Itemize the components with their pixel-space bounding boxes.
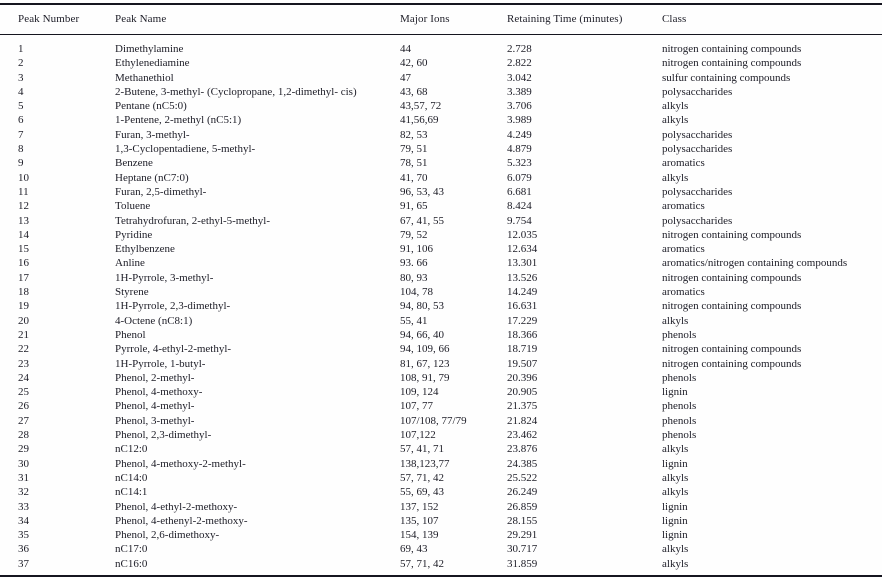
table-row [0,500,882,514]
cell-retaining-time: 4.879 [507,143,532,156]
cell-peak-number: 31 [18,471,29,484]
cell-major-ions: 55, 41 [400,314,428,327]
cell-peak-number: 5 [18,100,24,113]
cell-peak-number: 20 [18,314,29,327]
cell-class: nitrogen containing compounds [662,57,802,70]
cell-retaining-time: 29.291 [507,529,538,542]
cell-peak-name: Pentane (nC5:0) [115,100,187,113]
cell-peak-name: Anline [115,257,145,270]
cell-peak-name: Phenol [115,328,146,341]
cell-peak-name: nC14:0 [115,471,148,484]
cell-class: phenols [662,414,697,427]
cell-peak-number: 17 [18,271,29,284]
cell-peak-number: 11 [18,185,29,198]
table-row [0,99,882,113]
cell-major-ions: 91, 106 [400,243,433,256]
cell-peak-number: 1 [18,43,24,55]
cell-major-ions: 135, 107 [400,514,439,527]
cell-major-ions: 79, 51 [400,143,428,156]
cell-class: nitrogen containing compounds [662,271,802,284]
cell-peak-name: Phenol, 3-methyl- [115,414,195,427]
cell-class: polysaccharides [662,214,733,227]
cell-major-ions: 109, 124 [400,386,439,399]
cell-peak-name: Phenol, 4-methoxy-2-methyl- [115,457,246,470]
cell-retaining-time: 13.301 [507,257,538,270]
cell-retaining-time: 26.249 [507,486,538,499]
cell-class: alkyls [662,100,689,113]
bottom-rule [0,575,882,577]
cell-retaining-time: 13.526 [507,271,538,284]
cell-retaining-time: 6.681 [507,185,532,198]
cell-major-ions: 69, 43 [400,543,428,556]
cell-retaining-time: 31.859 [507,557,538,570]
cell-peak-name: Phenol, 4-ethyl-2-methoxy- [115,500,238,513]
cell-peak-name: 1-Pentene, 2-methyl (nC5:1) [115,114,242,127]
cell-class: nitrogen containing compounds [662,300,802,313]
cell-class: nitrogen containing compounds [662,228,802,241]
table-row [0,485,882,499]
cell-retaining-time: 18.719 [507,343,538,356]
cell-peak-name: Benzene [115,157,153,170]
table-row [0,199,882,213]
cell-peak-number: 25 [18,386,29,399]
table-body [0,35,882,577]
cell-major-ions: 67, 41, 55 [400,214,444,227]
cell-major-ions: 47 [400,71,411,84]
cell-retaining-time: 30.717 [507,543,538,556]
cell-peak-number: 13 [18,214,29,227]
cell-retaining-time: 26.859 [507,500,538,513]
cell-retaining-time: 23.876 [507,443,538,456]
cell-peak-number: 14 [18,228,29,241]
cell-class: alkyls [662,114,689,127]
table-row [0,399,882,413]
table-row [0,271,882,285]
table-row [0,285,882,299]
cell-retaining-time: 3.989 [507,114,532,127]
cell-major-ions: 94, 109, 66 [400,343,450,356]
cell-retaining-time: 8.424 [507,200,532,213]
table-row [0,514,882,528]
cell-peak-name: 1H-Pyrrole, 1-butyl- [115,357,206,370]
cell-retaining-time: 21.375 [507,400,538,413]
cell-peak-number: 15 [18,243,29,256]
cell-retaining-time: 14.249 [507,286,538,299]
table-row [0,414,882,428]
table-row [0,71,882,85]
table-row [0,228,882,242]
cell-retaining-time: 2.822 [507,57,532,70]
cell-retaining-time: 16.631 [507,300,538,313]
cell-class: alkyls [662,486,689,499]
cell-peak-name: Phenol, 4-ethenyl-2-methoxy- [115,514,248,527]
cell-peak-number: 21 [18,328,29,341]
cell-major-ions: 96, 53, 43 [400,185,444,198]
cell-retaining-time: 3.389 [507,85,532,98]
col-header-retaining-time: Retaining Time (minutes) [507,4,662,35]
cell-peak-name: 1H-Pyrrole, 2,3-dimethyl- [115,300,231,313]
table-row [0,371,882,385]
cell-major-ions: 138,123,77 [400,457,450,470]
cell-major-ions: 57, 71, 42 [400,471,444,484]
cell-class: polysaccharides [662,128,733,141]
cell-peak-number: 9 [18,157,24,170]
cell-class: aromatics [662,200,705,213]
peaks-table [0,3,882,577]
cell-peak-number: 27 [18,414,29,427]
table-row [0,557,882,577]
table-row [0,171,882,185]
table-row [0,528,882,542]
cell-class: polysaccharides [662,85,733,98]
cell-peak-number: 2 [18,57,24,70]
cell-peak-number: 30 [18,457,29,470]
cell-major-ions: 154, 139 [400,529,439,542]
cell-class: phenols [662,400,697,413]
cell-peak-number: 16 [18,257,29,270]
cell-peak-name: Furan, 3-methyl- [115,128,190,141]
cell-peak-number: 7 [18,128,24,141]
table-row [0,457,882,471]
cell-major-ions: 91, 65 [400,200,428,213]
table-row [0,471,882,485]
cell-peak-number: 37 [18,557,29,570]
cell-peak-name: Phenol, 4-methoxy- [115,386,203,399]
cell-retaining-time: 23.462 [507,429,538,442]
cell-retaining-time: 3.042 [507,71,532,84]
cell-peak-name: Styrene [115,286,149,299]
cell-major-ions: 107, 77 [400,400,433,413]
cell-peak-name: nC14:1 [115,486,148,499]
cell-peak-number: 29 [18,443,29,456]
cell-peak-name: Phenol, 4-methyl- [115,400,195,413]
cell-peak-number: 10 [18,171,29,184]
cell-retaining-time: 20.905 [507,386,538,399]
header-row [0,4,882,35]
cell-peak-name: 2-Butene, 3-methyl- (Cyclopropane, 1,2-dimethyl- cis) [115,85,357,98]
cell-peak-name: Methanethiol [115,71,174,84]
cell-class: alkyls [662,171,689,184]
cell-peak-name: nC16:0 [115,557,148,570]
cell-class: sulfur containing compounds [662,71,791,84]
cell-retaining-time: 12.035 [507,228,538,241]
cell-peak-name: Furan, 2,5-dimethyl- [115,185,207,198]
cell-retaining-time: 5.323 [507,157,532,170]
col-header-major-ions: Major Ions [400,4,507,35]
cell-class: aromatics [662,157,705,170]
cell-class: phenols [662,429,697,442]
table-row [0,385,882,399]
col-header-peak-name: Peak Name [115,4,400,35]
cell-peak-number: 33 [18,500,29,513]
cell-peak-name: Phenol, 2,3-dimethyl- [115,429,212,442]
cell-major-ions: 137, 152 [400,500,439,513]
table-row [0,428,882,442]
cell-peak-name: nC12:0 [115,443,148,456]
cell-class: aromatics [662,243,705,256]
cell-peak-name: 4-Octene (nC8:1) [115,314,193,327]
table-row [0,542,882,556]
cell-retaining-time: 4.249 [507,128,532,141]
cell-peak-name: Dimethylamine [115,43,184,55]
cell-class: nitrogen containing compounds [662,357,802,370]
cell-class: aromatics/nitrogen containing compounds [662,257,848,270]
cell-class: phenols [662,371,697,384]
table-row [0,214,882,228]
cell-class: phenols [662,328,697,341]
cell-class: lignin [662,500,688,513]
cell-major-ions: 81, 67, 123 [400,357,450,370]
cell-major-ions: 42, 60 [400,57,428,70]
table-row [0,256,882,270]
cell-class: aromatics [662,286,705,299]
cell-class: lignin [662,529,688,542]
cell-major-ions: 41, 70 [400,171,428,184]
cell-retaining-time: 21.824 [507,414,538,427]
cell-peak-name: nC17:0 [115,543,148,556]
cell-peak-number: 26 [18,400,29,413]
cell-class: alkyls [662,471,689,484]
cell-peak-name: Ethylenediamine [115,57,190,70]
cell-peak-name: 1H-Pyrrole, 3-methyl- [115,271,214,284]
cell-peak-name: Toluene [115,200,151,213]
table-row [0,299,882,313]
cell-retaining-time: 9.754 [507,214,532,227]
cell-peak-number: 4 [18,85,24,98]
cell-major-ions: 57, 71, 42 [400,557,444,570]
cell-major-ions: 107,122 [400,429,436,442]
cell-peak-number: 23 [18,357,29,370]
cell-class: lignin [662,386,688,399]
cell-peak-number: 28 [18,429,29,442]
cell-class: lignin [662,514,688,527]
cell-class: nitrogen containing compounds [662,343,802,356]
table-row [0,314,882,328]
cell-retaining-time: 3.706 [507,100,532,113]
cell-major-ions: 94, 80, 53 [400,300,444,313]
cell-peak-number: 24 [18,371,29,384]
col-header-peak-number: Peak Number [0,4,115,35]
cell-major-ions: 108, 91, 79 [400,371,450,384]
cell-peak-name: Phenol, 2-methyl- [115,371,195,384]
cell-retaining-time: 24.385 [507,457,538,470]
cell-peak-number: 32 [18,486,29,499]
cell-major-ions: 79, 52 [400,228,428,241]
cell-peak-name: Pyrrole, 4-ethyl-2-methyl- [115,343,232,356]
cell-major-ions: 94, 66, 40 [400,328,444,341]
cell-retaining-time: 2.728 [507,43,532,55]
cell-peak-number: 22 [18,343,29,356]
cell-major-ions: 82, 53 [400,128,428,141]
cell-class: alkyls [662,314,689,327]
cell-class: alkyls [662,443,689,456]
cell-peak-name: Tetrahydrofuran, 2-ethyl-5-methyl- [115,214,271,227]
table-row [0,56,882,70]
cell-major-ions: 78, 51 [400,157,428,170]
cell-retaining-time: 17.229 [507,314,538,327]
cell-major-ions: 43,57, 72 [400,100,442,113]
cell-peak-number: 19 [18,300,29,313]
cell-peak-number: 8 [18,143,24,156]
col-header-class: Class [662,4,882,35]
cell-major-ions: 43, 68 [400,85,428,98]
cell-retaining-time: 18.366 [507,328,538,341]
cell-peak-number: 34 [18,514,29,527]
cell-major-ions: 44 [400,43,411,55]
cell-class: nitrogen containing compounds [662,43,802,55]
table-row [0,242,882,256]
table-row [0,357,882,371]
cell-peak-number: 6 [18,114,24,127]
cell-retaining-time: 19.507 [507,357,538,370]
cell-peak-number: 36 [18,543,29,556]
cell-major-ions: 41,56,69 [400,114,439,127]
cell-peak-name: Pyridine [115,228,153,241]
cell-major-ions: 104, 78 [400,286,433,299]
cell-major-ions: 107/108, 77/79 [400,414,467,427]
cell-class: alkyls [662,543,689,556]
cell-peak-name: Ethylbenzene [115,243,175,256]
cell-class: alkyls [662,557,689,570]
table-row [0,156,882,170]
cell-peak-number: 3 [18,71,24,84]
cell-class: polysaccharides [662,185,733,198]
cell-class: lignin [662,457,688,470]
table-row [0,128,882,142]
cell-retaining-time: 20.396 [507,371,538,384]
cell-peak-name: Phenol, 2,6-dimethoxy- [115,529,220,542]
cell-peak-name: Heptane (nC7:0) [115,171,189,184]
cell-retaining-time: 25.522 [507,471,538,484]
table-row [0,35,882,57]
cell-class: polysaccharides [662,143,733,156]
table-row [0,328,882,342]
cell-peak-name: 1,3-Cyclopentadiene, 5-methyl- [115,143,256,156]
cell-major-ions: 93. 66 [400,257,428,270]
table-row [0,185,882,199]
cell-retaining-time: 12.634 [507,243,538,256]
table-row [0,113,882,127]
table-row [0,142,882,156]
cell-peak-number: 35 [18,529,29,542]
cell-major-ions: 57, 41, 71 [400,443,444,456]
cell-major-ions: 80, 93 [400,271,428,284]
cell-major-ions: 55, 69, 43 [400,486,444,499]
cell-retaining-time: 6.079 [507,171,532,184]
cell-retaining-time: 28.155 [507,514,538,527]
cell-peak-number: 18 [18,286,29,299]
table-row [0,85,882,99]
table-row [0,442,882,456]
table-row [0,342,882,356]
cell-peak-number: 12 [18,200,29,213]
